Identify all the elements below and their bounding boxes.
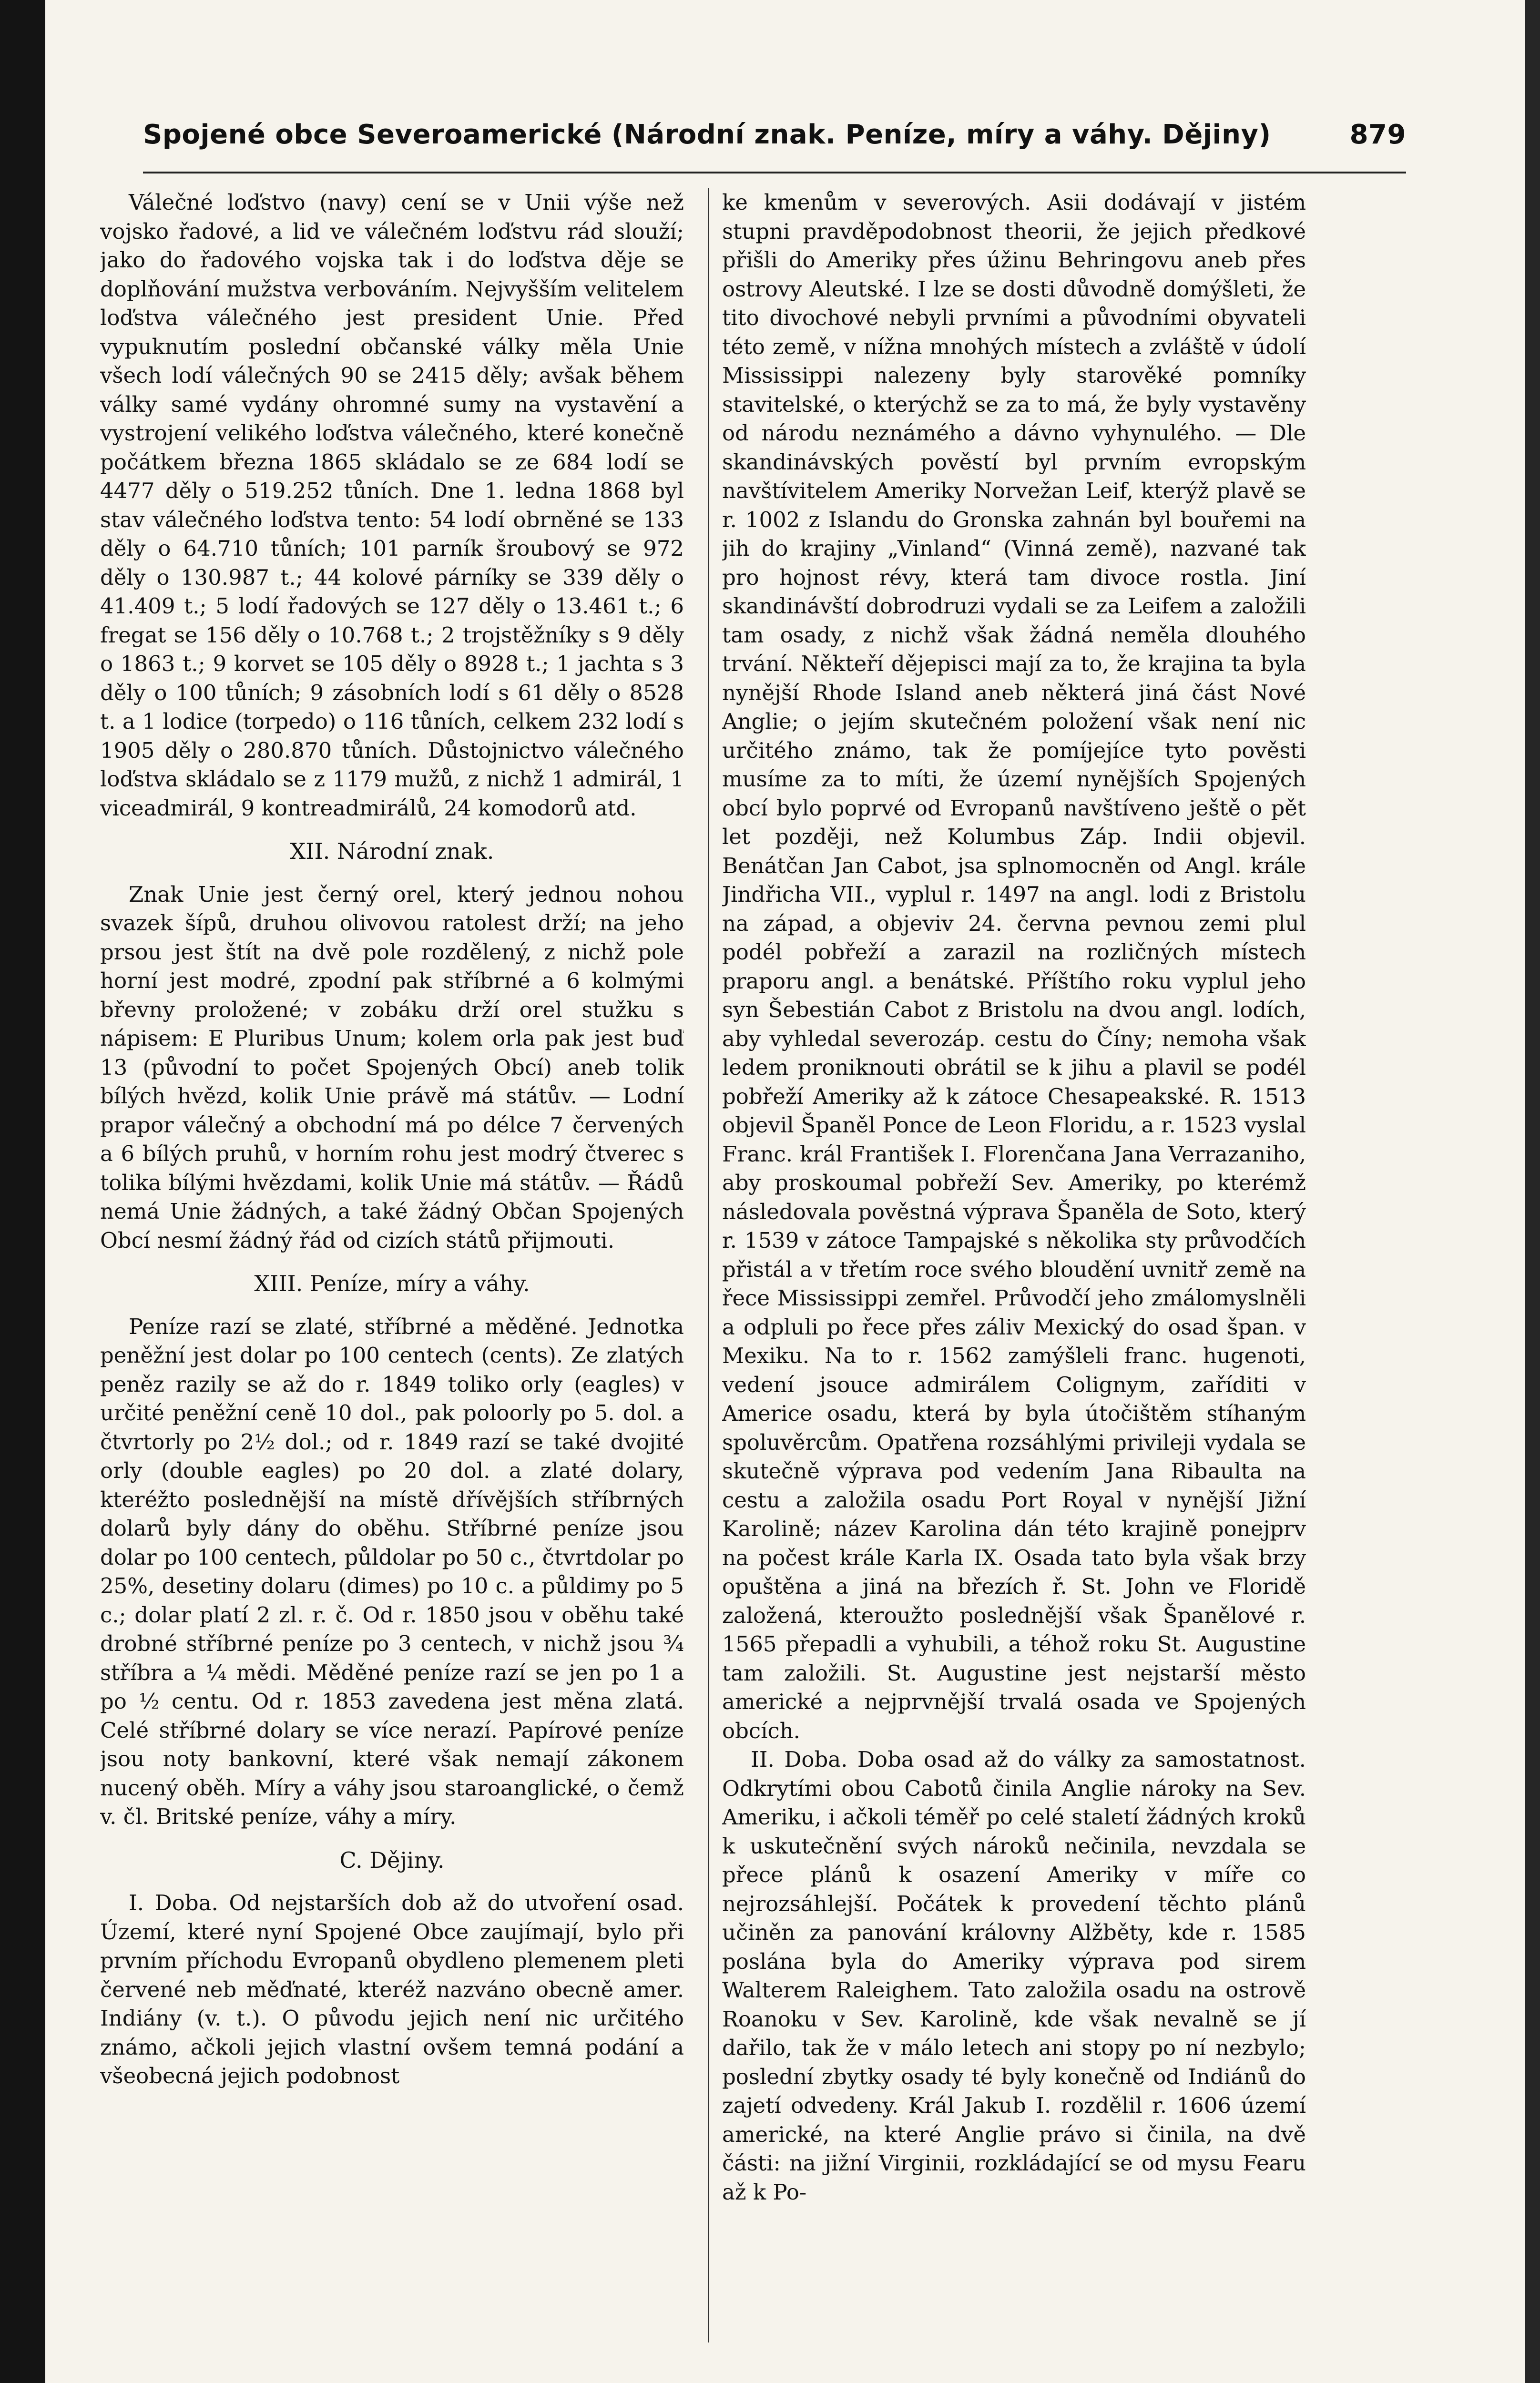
- running-title: Spojené obce Severoamerické (Národní znak. Peníze, míry a váhy. Dějiny): [143, 119, 1271, 150]
- paragraph-navy: Válečné loďstvo (navy) cení se v Unii výše než vojsko řadové, a lid ve válečném loďstvu rád slouží; jako do řadového vojska tak i do loďstva děje se doplňování mužstva verbováním. Nejvyšším velitelem loďstva válečného jest president Unie. Před vypuknutím poslední občanské války měla Unie všech lodí válečných 90 se 2415 děly; avšak během války samé vydány ohromné sumy na vystavění a vystrojení velikého loďstva válečného, které konečně počátkem března 1865 skládalo se ze 684 lodí se 4477 děly o 519.252 tůních. Dne 1. ledna 1868 byl stav válečného loďstva tento: 54 lodí obrněné se 133 děly o 64.710 tůních; 101 parník šroubový se 972 děly o 130.987 t.; 44 kolové párníky se 339 děly o 41.409 t.; 5 lodí řadových se 127 děly o 13.461 t.; 6 fregat se 156 děly o 10.768 t.; 2 trojstěžníky s 9 děly o 1863 t.; 9 korvet se 105 děly o 8928 t.; 1 jachta s 3 děly o 100 tůních; 9 zásobních lodí s 61 děly o 8528 t. a 1 lodice (torpedo) o 116 tůních, celkem 232 lodí s 1905 děly o 280.870 tůních. Důstojnictvo válečného loďstva skládalo se z 1179 mužů, z nichž 1 admirál, 1 viceadmirál, 9 kontreadmirálů, 24 komodorů atd.: [100, 190, 684, 821]
- paragraph-money: Peníze razí se zlaté, stříbrné a měděné. Jednotka peněžní jest dolar po 100 centech (cents). Ze zlatých peněz razily se až do r. 1849 toliko orly (eagles) v určité peněžní ceně 10 dol., pak poloorly po 5. dol. a čtvrtorly po 2½ dol.; od r. 1849 razí se také dvojité orly (double eagles) po 20 dol. a zlaté dolary, kteréžto poslednější na místě dřívějších stříbrných dolarů byly dány do oběhu. Stříbrné peníze jsou dolar po 100 centech, půldolar po 50 c., čtvrtdolar po 25%, desetiny dolaru (dimes) po 10 c. a půldimy po 5 c.; dolar platí 2 zl. r. č. Od r. 1850 jsou v oběhu také drobné stříbrné peníze po 3 centech, v nichž jsou ¾ stříbra a ¼ mědi. Měděné peníze razí se jen po 1 a po ½ centu. Od r. 1853 zavedena jest měna zlatá. Celé stříbrné dolary se více nerazí. Papírové peníze jsou noty bankovní, které však nemají zákonem nucený oběh. Míry a váhy jsou staroanglické, o čemž v. čl. Britské peníze, váhy a míry.: [100, 1314, 684, 1829]
- paragraph-origins-discovery: ke kmenům v severových. Asii dodávají v jistém stupni pravděpodobnost theorii, že jejich předkové přišli do Ameriky přes úžinu Behringovu aneb přes ostrovy Aleutské. I lze se dosti důvodně domýšleti, že tito divochové nebyli prvními a původními obyvateli této země, v nížna mnohých místech a zvláště v údolí Mississippi nalezeny byly starověké pomníky stavitelské, o kterýchž se za to má, že byly vystavěny od národu neznámého a dávno vyhynulého. — Dle skandinávských pověstí byl prvním evropským navštívitelem Ameriky Norvežan Leif, kterýž plavě se r. 1002 z Islandu do Gronska zahnán byl bouřemi na jih do krajiny „Vinland“ (Vinná země), nazvané tak pro hojnost révy, která tam divoce rostla. Jiní skandinávští dobrodruzi vydali se za Leifem a založili tam osady, z nichž však žádná neměla dlouhého trvání. Někteří dějepisci mají za to, že krajina ta byla nynější Rhode Island aneb některá jiná část Nové Anglie; o jejím skutečném položení však není nic určitého známo, tak že pomíjejíce tyto pověsti musíme za to míti, že území nynějších Spojených obcí bylo poprvé od Evropanů navštíveno ještě o pět let později, než Kolumbus Záp. Indii objevil. Benátčan Jan Cabot, jsa splnomocněn od Angl. krále Jindřicha VII., vyplul r. 1497 na angl. lodi z Bristolu na západ, a objeviv 24. června pevnou zemi plul podél pobřeží a zarazil na rozličných místech praporu angl. a benátské. Příštího roku vyplul jeho syn Šebestián Cabot z Bristolu na dvou angl. lodích, aby vyhledal severozáp. cestu do Číny; nemoha však ledem proniknouti obrátil se k jihu a plavil se podél pobřeží Ameriky až k zátoce Chesapeakské. R. 1513 objevil Španěl Ponce de Leon Floridu, a r. 1523 vyslal Franc. král František I. Florenčana Jana Verrazaniho, aby proskoumal pobřeží Sev. Ameriky, po kterémž následovala pověstná výprava Španěla de Soto, který r. 1539 v zátoce Tampajské s několika sty průvodčích přistál a v třetím roce svého bloudění uvnitř země na řece Mississippi zemřel. Průvodčí jeho zmálomyslněli a odpluli po řece přes záliv Mexický do osad špan. v Mexiku. Na to r. 1562 zamýšleli franc. hugenoti, vedení jsouce admirálem Colignym, zaříditi v Americe osadu, která by byla útočištěm stíhaným spoluvěrcům. Opatřena rozsáhlými privileji vydala se skutečně výprava pod vedením Jana Ribaulta na cestu a založila osadu Port Royal v nynější Jižní Karolině; název Karolina dán této krajině ponejprv na počest krále Karla IX. Osada tato byla však brzy opuštěna a jiná na březích ř. St. John ve Floridě založená, kteroužto poslednější však Španělové r. 1565 přepadli a vyhubili, a téhož roku St. Augustine tam založili. St. Augustine jest nejstarší město americké a nejprvnější trvalá osada ve Spojených obcích.: [722, 190, 1306, 1743]
- scan-edge-left: [0, 0, 45, 2383]
- paragraph-history-period-2: II. Doba. Doba osad až do války za samostatnost. Odkrytími obou Cabotů činila Anglie nároky na Sev. Ameriku, i ačkoli téměř po celé staletí žádných kroků k uskutečnění svých nároků nečinila, nevzdala se přece plánů k osazení Ameriky v míře co nejrozsáhlejší. Počátek k provedení těchto plánů učiněn za panování královny Alžběty, kde r. 1585 poslána byla do Ameriky výprava pod sirem Walterem Raleighem. Tato založila osadu na ostrově Roanoku v Sev. Karolině, kde však nevalně se jí dařilo, tak že v málo letech ani stopy po ní nezbylo; poslední zbytky osady té byly konečně od Indiánů do zajetí odvedeny. Král Jakub I. rozdělil r. 1606 území americké, na které Anglie právo si činila, na dvě části: na jižní Virginii, rozkládající se od mysu Fearu až k Po-: [722, 1747, 1306, 2205]
- page-header: [143, 119, 1406, 172]
- paragraph-emblem: Znak Unie jest černý orel, který jednou nohou svazek šípů, druhou olivovou ratolest drží; na jeho prsou jest štít na dvě pole rozdělený, z nichž pole horní jest modré, zpodní pak stříbrné a 6 kolmými břevny proložené; v zobáku drží orel stužku s nápisem: E Pluribus Unum; kolem orla pak jest buď 13 (původní to počet Spojených Obcí) aneb tolik bílých hvězd, kolik Unie právě má státův. — Lodní prapor válečný a obchodní má po délce 7 červených a 6 bílých pruhů, v horním rohu jest modrý čtverec s tolika bílými hvězdami, kolik Unie má státův. — Řádů nemá Unie žádných, a také žádný Občan Spojených Obcí nesmí žádný řád od cizích států přijmouti.: [100, 881, 684, 1253]
- left-column: [100, 188, 684, 2352]
- header-rule: [143, 172, 1406, 173]
- scan-edge-right: [1525, 0, 1540, 2383]
- page-number: 879: [1349, 119, 1406, 150]
- heading-history: C. Dějiny.: [339, 1847, 445, 1873]
- column-divider: [708, 188, 709, 2342]
- heading-national-emblem: XII. Národní znak.: [290, 838, 494, 864]
- heading-money-measures: XIII. Peníze, míry a váhy.: [254, 1271, 530, 1296]
- paragraph-history-period-1: I. Doba. Od nejstarších dob až do utvoření osad. Území, které nyní Spojené Obce zaujímají, bylo při prvním příchodu Evropanů obydleno plemenem pleti červené neb měďnaté, kteréž nazváno obecně amer. Indiány (v. t.). O původu jejich není nic určitého známo, ačkoli jejich vlastní ovšem temná podání a všeobecná jejich podobnost: [100, 1890, 684, 2088]
- right-column: [722, 188, 1306, 2352]
